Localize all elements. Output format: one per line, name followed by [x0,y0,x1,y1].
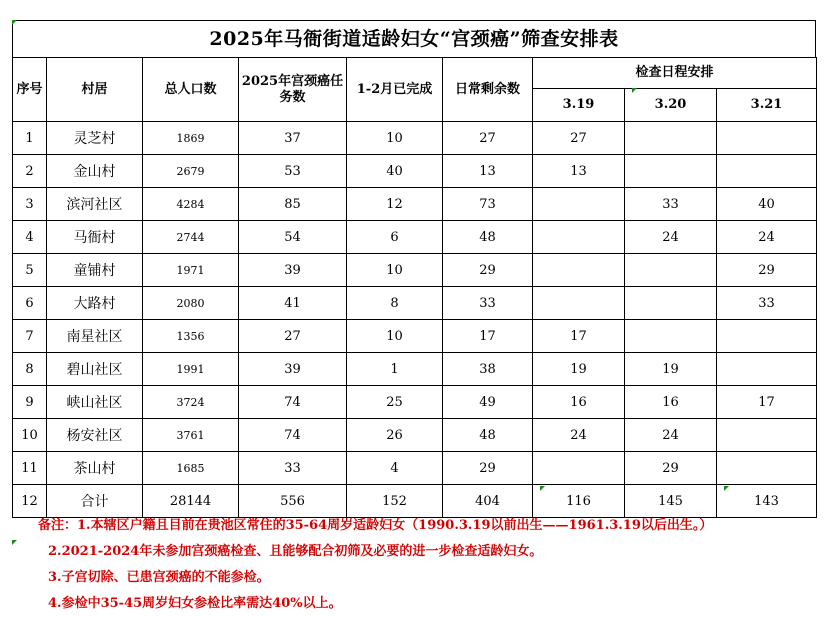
row-village: 杨安社区 [47,419,143,452]
header-village: 村居 [47,58,143,122]
sheet-title: 2025年马衙街道适龄妇女“宫颈癌”筛查安排表 [12,20,816,57]
table-row [13,419,817,452]
cell-marker-icon [632,88,637,93]
row-seq: 8 [13,353,47,386]
row-done: 152 [347,485,443,518]
row-done: 6 [347,221,443,254]
row-date-1: 24 [533,419,625,452]
row-date-1: 16 [533,386,625,419]
row-population: 28144 [143,485,239,518]
header-done: 1-2月已完成 [347,58,443,122]
header-date-1: 3.19 [533,89,625,122]
row-done: 10 [347,254,443,287]
row-village: 峡山社区 [47,386,143,419]
row-date-3: 24 [717,221,817,254]
row-task: 556 [239,485,347,518]
row-village: 金山村 [47,155,143,188]
row-done: 4 [347,452,443,485]
row-village: 碧山社区 [47,353,143,386]
schedule-table [12,57,817,518]
row-date-2 [625,122,717,155]
row-task: 33 [239,452,347,485]
row-date-3: 29 [717,254,817,287]
row-task: 54 [239,221,347,254]
row-seq: 1 [13,122,47,155]
row-remaining: 33 [443,287,533,320]
row-seq: 6 [13,287,47,320]
row-remaining: 49 [443,386,533,419]
row-date-3: 17 [717,386,817,419]
row-village: 童铺村 [47,254,143,287]
row-date-3 [717,320,817,353]
row-date-1 [533,221,625,254]
row-done: 8 [347,287,443,320]
header-population: 总人口数 [143,58,239,122]
header-remaining: 日常剩余数 [443,58,533,122]
row-done: 10 [347,122,443,155]
row-date-2: 29 [625,452,717,485]
row-population: 1991 [143,353,239,386]
row-seq: 11 [13,452,47,485]
table-row [13,254,817,287]
note-2: 2.2021-2024年未参加宫颈癌检查、且能够配合初筛及必要的进一步检查适龄妇女。 [48,544,543,559]
row-date-1 [533,254,625,287]
row-population: 3724 [143,386,239,419]
header-date-2: 3.20 [625,89,717,122]
row-date-2 [625,287,717,320]
row-date-2 [625,320,717,353]
row-population: 1356 [143,320,239,353]
row-remaining: 38 [443,353,533,386]
row-seq: 12 [13,485,47,518]
row-task: 37 [239,122,347,155]
row-date-2: 145 [625,485,717,518]
row-task: 74 [239,419,347,452]
row-date-3 [717,122,817,155]
row-seq: 4 [13,221,47,254]
row-village: 合计 [47,485,143,518]
table-row [13,320,817,353]
header-task: 2025年宫颈癌任务数 [239,58,347,122]
table-row [13,287,817,320]
table-row [13,386,817,419]
row-population: 1971 [143,254,239,287]
row-seq: 9 [13,386,47,419]
row-date-1: 17 [533,320,625,353]
row-task: 74 [239,386,347,419]
row-seq: 10 [13,419,47,452]
row-date-2: 24 [625,221,717,254]
cell-marker-icon [540,486,545,491]
table-row [13,188,817,221]
row-population: 1685 [143,452,239,485]
spreadsheet [12,20,816,518]
table-row [13,353,817,386]
row-task: 39 [239,353,347,386]
row-date-2: 33 [625,188,717,221]
row-task: 39 [239,254,347,287]
table-row [13,221,817,254]
row-village: 茶山村 [47,452,143,485]
row-remaining: 73 [443,188,533,221]
row-date-2: 19 [625,353,717,386]
row-date-2 [625,254,717,287]
row-village: 马衙村 [47,221,143,254]
header-date-3: 3.21 [717,89,817,122]
row-date-3 [717,155,817,188]
row-seq: 5 [13,254,47,287]
note-3: 3.子宫切除、已患宫颈癌的不能参检。 [48,570,270,585]
row-date-3 [717,353,817,386]
row-date-2: 16 [625,386,717,419]
row-village: 南星社区 [47,320,143,353]
note-1: 备注：1.本辖区户籍且目前在贵池区常住的35-64周岁适龄妇女（1990.3.19以前出生——1961.3.19以后出生。） [38,518,713,533]
header-schedule: 检查日程安排 [533,58,817,89]
row-remaining: 17 [443,320,533,353]
row-seq: 2 [13,155,47,188]
row-date-3: 33 [717,287,817,320]
row-done: 1 [347,353,443,386]
row-population: 2744 [143,221,239,254]
row-remaining: 13 [443,155,533,188]
notes [12,513,816,617]
row-population: 2679 [143,155,239,188]
header-seq: 序号 [13,58,47,122]
table-row [13,122,817,155]
row-population: 3761 [143,419,239,452]
row-date-2 [625,155,717,188]
row-population: 1869 [143,122,239,155]
row-date-1: 13 [533,155,625,188]
row-date-1 [533,188,625,221]
row-remaining: 48 [443,419,533,452]
row-population: 2080 [143,287,239,320]
row-seq: 7 [13,320,47,353]
row-remaining: 48 [443,221,533,254]
table-row [13,155,817,188]
row-population: 4284 [143,188,239,221]
row-date-1 [533,452,625,485]
row-done: 26 [347,419,443,452]
row-date-3 [717,452,817,485]
row-village: 滨河社区 [47,188,143,221]
row-done: 12 [347,188,443,221]
row-village: 灵芝村 [47,122,143,155]
row-remaining: 29 [443,254,533,287]
row-date-1: 116 [533,485,625,518]
cell-marker-icon [724,486,729,491]
row-task: 53 [239,155,347,188]
row-remaining: 27 [443,122,533,155]
row-date-2: 24 [625,419,717,452]
row-done: 40 [347,155,443,188]
table-row [13,452,817,485]
row-date-1: 27 [533,122,625,155]
row-date-1: 19 [533,353,625,386]
row-date-3: 40 [717,188,817,221]
row-seq: 3 [13,188,47,221]
row-date-3 [717,419,817,452]
cell-marker-icon [12,540,17,545]
note-4: 4.参检中35-45周岁妇女参检比率需达40%以上。 [48,596,342,611]
row-village: 大路村 [47,287,143,320]
cell-marker-icon [12,20,17,25]
row-remaining: 29 [443,452,533,485]
row-done: 10 [347,320,443,353]
row-task: 41 [239,287,347,320]
row-task: 27 [239,320,347,353]
row-task: 85 [239,188,347,221]
row-done: 25 [347,386,443,419]
row-date-1 [533,287,625,320]
row-remaining: 404 [443,485,533,518]
row-date-3: 143 [717,485,817,518]
